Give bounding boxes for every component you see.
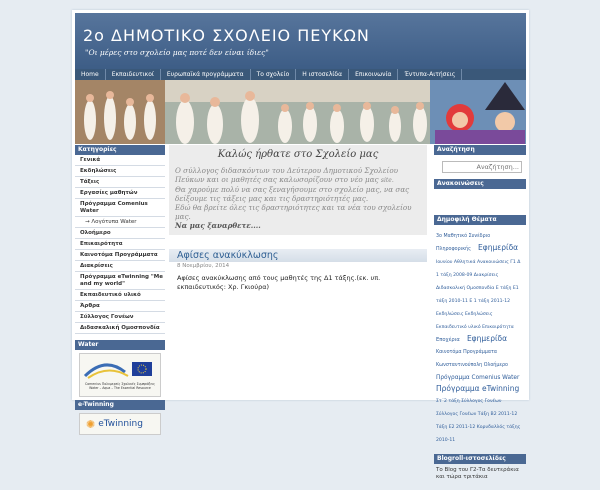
right-sidebar [434,145,526,490]
page-wrapper [72,10,529,480]
categories-heading: Κατηγορίες [75,145,165,155]
etwinning-logo[interactable] [79,413,161,435]
category-link[interactable]: Διακρίσεις [75,261,165,272]
category-link[interactable]: Σύλλογος Γονέων [75,312,165,323]
nav-item-teachers[interactable]: Εκπαιδευτικοί [106,69,161,80]
subcategory-link[interactable]: → Λογότυπα Water [75,217,165,228]
comenius-caption: Comenius Πολυμερείς Σχολικές Συμπράξεις Water – Aqua – The Essential Resource [84,382,155,390]
category-link[interactable]: Καινοτόμα Προγράμματα [75,250,165,261]
site-header [75,13,526,69]
welcome-closing: Να μας ξαναρθετε.... [175,221,261,230]
announcements-body [434,189,526,209]
category-link[interactable]: Πρόγραμμα eTwinning "Me and my world" [75,272,165,290]
welcome-text: Θα χαρούμε πολύ να σας ξεναγήσουμε στο σχολείο μας, να σας δείξουμε τις τάξεις μας και τις δραστηριότητές μας. [175,185,410,203]
tag-cloud [434,225,526,448]
nav-item-forms[interactable]: Έντυπα-Αιτήσεις [398,69,462,80]
popular-topics-heading: Δημοφιλή Θέματα [434,215,526,225]
welcome-text-main: Ο σύλλογος διδασκόντων του Δεύτερου Δημοτικού Σχολείου Πεύκων και οι μαθητές σας καλωσορίζουν στο νέο μας [175,166,399,184]
search-heading: Αναζήτηση [434,145,526,155]
tag-link[interactable]: Στ΄2 τάξη Σύλλογος Γονέων Σύλλογος Γονέων Τάξη Β2 2011-12 Τάξη Ε2 2011-12 Κορυδαλλός τάξης 2010-11 [436,399,521,443]
main-nav [75,69,526,80]
etwinning-heading: e-Twinning [75,400,165,410]
tag-link[interactable]: Καινοτόμα Προγράμματα Κωνσταντινούπολη Ολοήμερο [436,350,508,368]
announcements-widget [434,179,526,209]
category-link[interactable]: Γενικά [75,155,165,166]
comenius-water-logo[interactable] [79,353,161,397]
header-banner-photo [75,80,526,144]
welcome-text: Εδώ θα βρείτε όλες τις δραστηριότητες και τα νέα του σχολείου μας. [175,203,412,221]
tag-link[interactable]: Εφημερίδα [478,243,519,252]
etwinning-logo-text: eTwinning [98,419,143,429]
post-body: Αφίσες ανακύκλωσης από τους μαθητές της Δ1 τάξης.(εκ. υπ. εκπαιδευτικός: Χρ. Γκιούρα) [177,274,381,291]
tag-link[interactable]: Πρόγραμμα Comenius Water [436,375,520,381]
water-heading: Water [75,340,165,350]
nav-item-european-programs[interactable]: Ευρωπαϊκά προγράμματα [161,69,251,80]
category-link[interactable]: Εργασίες μαθητών [75,188,165,199]
category-link[interactable]: Διδασκαλική Ομοσπονδία [75,323,165,334]
welcome-text-small: site. [380,177,394,184]
category-link[interactable]: Τάξεις [75,177,165,188]
popular-topics-widget [434,215,526,448]
etwinning-icon: ✺ [86,417,96,431]
category-link[interactable]: Εκπαιδευτικό υλικό [75,290,165,301]
post-title-link[interactable]: Αφίσες ανακύκλωσης [169,249,427,262]
blogroll-link[interactable]: Το Blog του Γ2-Τα δευτεράκια και τώρα τριτάκια [436,467,519,480]
category-link[interactable]: Ολοήμερο [75,228,165,239]
category-link[interactable]: Άρθρα [75,301,165,312]
welcome-text [175,166,421,185]
search-form [438,161,522,173]
category-link[interactable]: Εκδηλώσεις [75,166,165,177]
categories-list [75,155,165,334]
search-widget [434,145,526,173]
search-input[interactable] [442,161,522,173]
left-sidebar [75,145,165,438]
post [169,249,427,296]
nav-item-website[interactable]: Η ιστοσελίδα [296,69,349,80]
main-content [169,145,427,296]
nav-item-contact[interactable]: Επικοινωνία [349,69,398,80]
welcome-box [169,145,427,235]
tag-link[interactable]: Εποχέρια [436,337,460,343]
site-title[interactable]: 2ο ΔΗΜΟΤΙΚΟ ΣΧΟΛΕΙΟ ΠΕΥΚΩΝ [83,26,370,45]
tag-link[interactable]: Ιουνίου Αθλητικά Ανακοινώσεις Γ1 Δ 1 τάξη 2008-09 Διακρίσεις Διδασκαλική Ομοσπονδία Ε τάξη Ε1 τάξη 2010-11 Ε 1 τάξη 2011-12 Εκδηλώσεις Εκδηλώσεις Εκπαιδευτικό υλικό Επικαιρότητα [436,260,521,330]
site-tagline: "Οι μέρες στο σχολείο μας ποτέ δεν είναι ίδιες" [85,48,269,57]
nav-item-home[interactable]: Home [75,69,106,80]
blogroll-widget [434,454,526,484]
category-link[interactable]: Πρόγραμμα Comenius Water [75,199,165,217]
post-date: 8 Νοεμβρίου, 2014 [177,263,230,269]
nav-item-school[interactable]: Το σχολείο [251,69,297,80]
tag-link[interactable]: Πρόγραμμα eTwinning [436,384,520,393]
category-link[interactable]: Επικαιρότητα [75,239,165,250]
tag-link[interactable]: 3ο Μαθητικό Συνέδριο Πληροφορικής [436,234,491,252]
blogroll-heading: Blogroll-ιστοσελίδες [434,454,526,464]
welcome-title: Καλώς ήρθατε στο Σχολείο μας [217,149,379,160]
announcements-heading: Ανακοινώσεις [434,179,526,189]
tag-link[interactable]: Εφημερίδα [466,334,508,343]
